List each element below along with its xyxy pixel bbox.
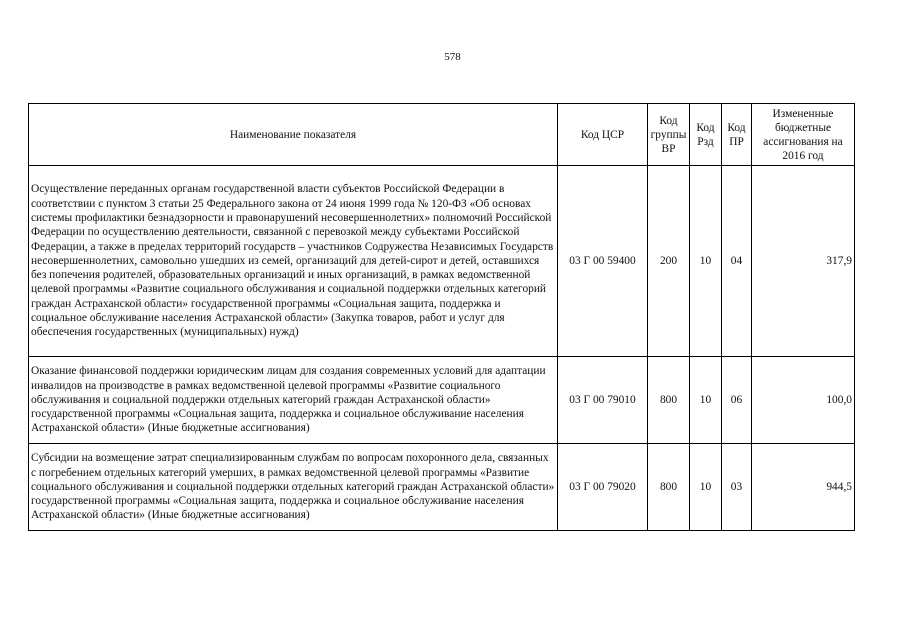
header-rzd: Код Рзд — [690, 104, 722, 166]
row-rzd: 10 — [690, 357, 722, 444]
row-csr: 03 Г 00 59400 — [558, 166, 648, 357]
header-vr: Код группы ВР — [648, 104, 690, 166]
row-vr: 800 — [648, 357, 690, 444]
row-csr: 03 Г 00 79010 — [558, 357, 648, 444]
header-csr: Код ЦСР — [558, 104, 648, 166]
header-pr: Код ПР — [722, 104, 752, 166]
table-row — [29, 166, 855, 357]
row-vr: 800 — [648, 444, 690, 531]
header-amount: Измененные бюджетные ассигнования на 2016 год — [752, 104, 855, 166]
row-pr: 04 — [722, 166, 752, 357]
row-vr: 200 — [648, 166, 690, 357]
row-name: Оказание финансовой поддержки юридическим лицам для создания современных условий для адаптации инвалидов на производстве в рамках ведомственной целевой программы «Развитие социального обслуживания и социальной поддержки отдельных категорий граждан Астраханской области» государственной программы «Социальная защита, поддержка и социальное обслуживание населения Астраханской области» (Иные бюджетные ассигнования) — [29, 357, 558, 444]
table-row — [29, 444, 855, 531]
row-pr: 03 — [722, 444, 752, 531]
budget-table — [28, 103, 855, 531]
table-row — [29, 357, 855, 444]
row-amount: 100,0 — [752, 357, 855, 444]
row-amount: 944,5 — [752, 444, 855, 531]
row-rzd: 10 — [690, 166, 722, 357]
row-pr: 06 — [722, 357, 752, 444]
header-row — [29, 104, 855, 166]
row-csr: 03 Г 00 79020 — [558, 444, 648, 531]
header-name: Наименование показателя — [29, 104, 558, 166]
row-rzd: 10 — [690, 444, 722, 531]
row-amount: 317,9 — [752, 166, 855, 357]
row-name: Осуществление переданных органам государственной власти субъектов Российской Федерации в соответствии с пунктом 3 статьи 25 Федерального закона от 24 июня 1999 года № 120-ФЗ «Об основах системы профилактики безнадзорности и правонарушений несовершеннолетних» полномочий Российской Федерации по осуществлению деятельности, связанной с перевозкой между субъектами Российской Федерации, а также в пределах территорий государств – участников Содружества Независимых Государств несовершеннолетних, самовольно ушедших из семей, организаций для детей-сирот и детей, оставшихся без попечения родителей, образовательных организаций и иных организаций, в рамках ведомственной целевой программы «Развитие социального обслуживания и социальной поддержки отдельных категорий граждан Астраханской области» государственной программы «Социальная защита, поддержка и социальное обслуживание населения Астраханской области» (Закупка товаров, работ и услуг для обеспечения государственных (муниципальных) нужд) — [29, 166, 558, 357]
row-name: Субсидии на возмещение затрат специализированным службам по вопросам похоронного дела, связанных с погребением отдельных категорий умерших, в рамках ведомственной целевой программы «Развитие социального обслуживания и социальной поддержки отдельных категорий граждан Астраханской области» государственной программы «Социальная защита, поддержка и социальное обслуживание населения Астраханской области» (Иные бюджетные ассигнования) — [29, 444, 558, 531]
page-number: 578 — [444, 51, 461, 63]
